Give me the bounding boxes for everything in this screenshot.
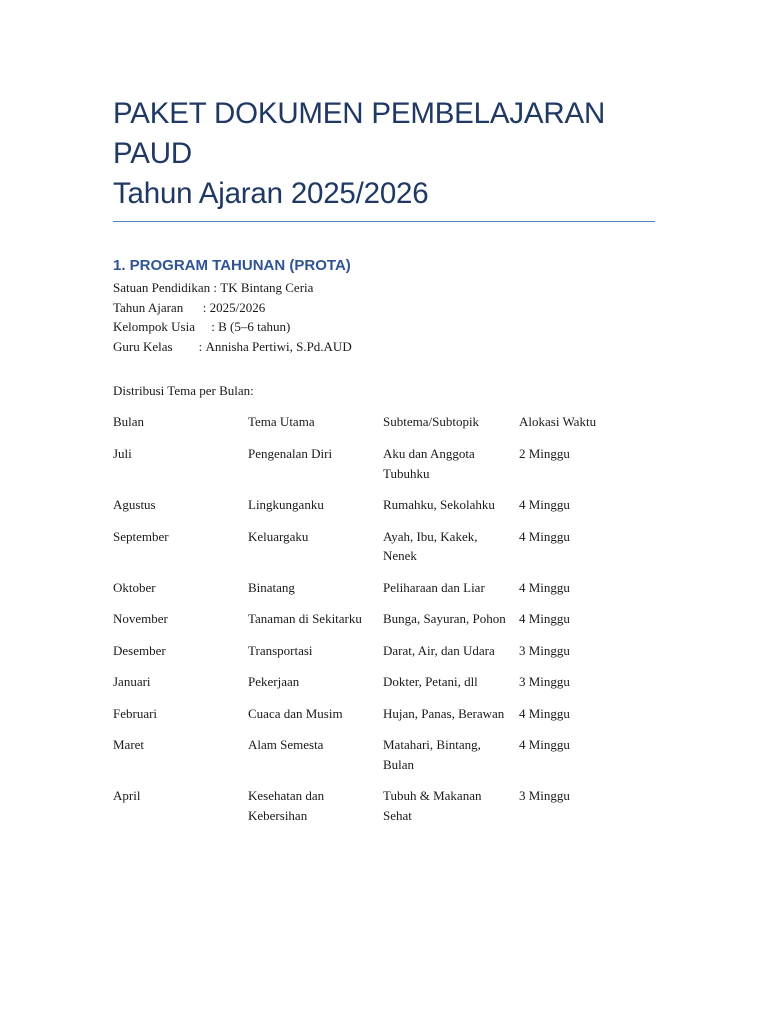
cell-bulan	[113, 578, 248, 610]
cell-text: Rumahku, Sekolahku	[383, 497, 495, 512]
cell-bulan	[113, 444, 248, 495]
cell-text: Tubuh & Makanan Sehat	[383, 788, 482, 823]
cell-alokasi-waktu	[519, 444, 655, 495]
table-row	[113, 444, 655, 495]
title-divider	[113, 221, 655, 222]
table-row	[113, 527, 655, 578]
cell-text: Ayah, Ibu, Kakek, Nenek	[383, 528, 478, 563]
cell-text: 3 Minggu	[519, 674, 570, 689]
table-row	[113, 786, 655, 837]
cell-text: Pengenalan Diri	[248, 446, 333, 461]
document-page	[113, 94, 655, 837]
cell-subtema	[383, 609, 519, 641]
meta-value: TK Bintang Ceria	[220, 280, 314, 295]
cell-text: 4 Minggu	[519, 497, 570, 512]
cell-text: Bunga, Sayuran, Pohon	[383, 611, 506, 626]
cell-alokasi-waktu	[519, 641, 655, 673]
title-line-1: PAKET DOKUMEN PEMBELAJARAN	[113, 97, 606, 130]
cell-text: Keluargaku	[248, 528, 309, 544]
cell-text: September	[113, 528, 169, 544]
cell-subtema	[383, 527, 519, 578]
meta-label: Tahun Ajaran	[113, 299, 184, 315]
meta-value: Annisha Pertiwi, S.Pd.AUD	[205, 338, 352, 354]
cell-text: Alam Semesta	[248, 737, 324, 752]
cell-tema-utama	[248, 578, 383, 610]
table-row	[113, 735, 655, 786]
cell-bulan	[113, 495, 248, 527]
distribution-label: Distribusi Tema per Bulan:	[113, 383, 254, 398]
cell-text: Binatang	[248, 579, 295, 595]
cell-text: Cuaca dan Musim	[248, 705, 343, 721]
cell-text: Lingkunganku	[248, 497, 324, 512]
cell-alokasi-waktu	[519, 672, 655, 704]
section-heading-prota: 1. PROGRAM TAHUNAN (PROTA)	[113, 257, 351, 274]
cell-text: Transportasi	[248, 642, 313, 658]
cell-text: Darat, Air, dan Udara	[383, 642, 495, 658]
table-body	[113, 444, 655, 837]
meta-value: B (5–6 tahun)	[218, 319, 291, 334]
table-row	[113, 578, 655, 610]
cell-subtema	[383, 444, 519, 495]
cell-text: 3 Minggu	[519, 788, 570, 803]
cell-text: 4 Minggu	[519, 611, 570, 626]
cell-text: 4 Minggu	[519, 705, 570, 721]
cell-text: 4 Minggu	[519, 528, 570, 544]
cell-tema-utama	[248, 704, 383, 736]
cell-text: Peliharaan dan Liar	[383, 579, 485, 595]
cell-text: Oktober	[113, 579, 156, 595]
cell-text: Agustus	[113, 497, 156, 512]
cell-subtema	[383, 672, 519, 704]
cell-text: Aku dan Anggota Tubuhku	[383, 446, 475, 481]
cell-text: Desember	[113, 642, 166, 658]
table-row	[113, 672, 655, 704]
cell-text: Hujan, Panas, Berawan	[383, 705, 505, 721]
table-header-row	[113, 412, 655, 445]
cell-text: 2 Minggu	[519, 446, 570, 461]
cell-text: Februari	[113, 705, 158, 721]
cell-subtema	[383, 495, 519, 527]
cell-tema-utama	[248, 786, 383, 837]
cell-text: 3 Minggu	[519, 642, 570, 658]
meta-label: Guru Kelas	[113, 338, 173, 354]
cell-text: Tanaman di Sekitarku	[248, 611, 362, 626]
cell-bulan	[113, 735, 248, 786]
cell-bulan	[113, 672, 248, 704]
cell-bulan	[113, 704, 248, 736]
cell-subtema	[383, 786, 519, 837]
cell-text: 4 Minggu	[519, 579, 570, 595]
cell-bulan	[113, 609, 248, 641]
table-row	[113, 495, 655, 527]
header-alokasi-waktu: Alokasi Waktu	[519, 413, 597, 429]
cell-text: Kesehatan dan Kebersihan	[248, 788, 325, 823]
theme-distribution-table	[113, 412, 655, 838]
cell-text: Januari	[113, 674, 151, 689]
cell-subtema	[383, 578, 519, 610]
document-title	[113, 94, 655, 214]
cell-tema-utama	[248, 641, 383, 673]
meta-separator: :	[183, 299, 210, 315]
cell-text: Juli	[113, 446, 132, 461]
meta-label: Kelompok Usia	[113, 319, 195, 334]
table-row	[113, 641, 655, 673]
header-tema-utama: Tema Utama	[248, 413, 315, 429]
cell-text: 4 Minggu	[519, 737, 570, 752]
cell-text: Matahari, Bintang, Bulan	[383, 737, 481, 772]
meta-row	[113, 337, 655, 357]
cell-bulan	[113, 641, 248, 673]
cell-subtema	[383, 704, 519, 736]
table-row	[113, 704, 655, 736]
cell-text: November	[113, 611, 168, 626]
meta-value: 2025/2026	[209, 299, 266, 315]
meta-separator: :	[172, 338, 206, 354]
cell-subtema	[383, 641, 519, 673]
title-line-3: Tahun Ajaran 2025/2026	[113, 177, 429, 210]
cell-bulan	[113, 786, 248, 837]
meta-row	[113, 317, 655, 337]
title-line-2: PAUD	[113, 137, 192, 170]
cell-tema-utama	[248, 735, 383, 786]
prota-metadata	[113, 278, 655, 356]
cell-tema-utama	[248, 444, 383, 495]
cell-tema-utama	[248, 609, 383, 641]
meta-label: Satuan Pendidikan	[113, 280, 211, 295]
meta-row	[113, 278, 655, 298]
header-bulan: Bulan	[113, 413, 145, 429]
cell-alokasi-waktu	[519, 786, 655, 837]
cell-text: Dokter, Petani, dll	[383, 674, 478, 689]
cell-text: April	[113, 788, 141, 803]
table-row	[113, 609, 655, 641]
cell-alokasi-waktu	[519, 609, 655, 641]
cell-tema-utama	[248, 495, 383, 527]
cell-text: Maret	[113, 737, 145, 752]
meta-separator: :	[210, 280, 221, 295]
cell-alokasi-waktu	[519, 704, 655, 736]
cell-subtema	[383, 735, 519, 786]
cell-tema-utama	[248, 527, 383, 578]
cell-bulan	[113, 527, 248, 578]
cell-text: Pekerjaan	[248, 674, 300, 689]
cell-tema-utama	[248, 672, 383, 704]
cell-alokasi-waktu	[519, 735, 655, 786]
meta-row	[113, 298, 655, 318]
header-subtema: Subtema/Subtopik	[383, 413, 480, 429]
cell-alokasi-waktu	[519, 578, 655, 610]
cell-alokasi-waktu	[519, 527, 655, 578]
meta-separator: :	[194, 319, 219, 334]
cell-alokasi-waktu	[519, 495, 655, 527]
